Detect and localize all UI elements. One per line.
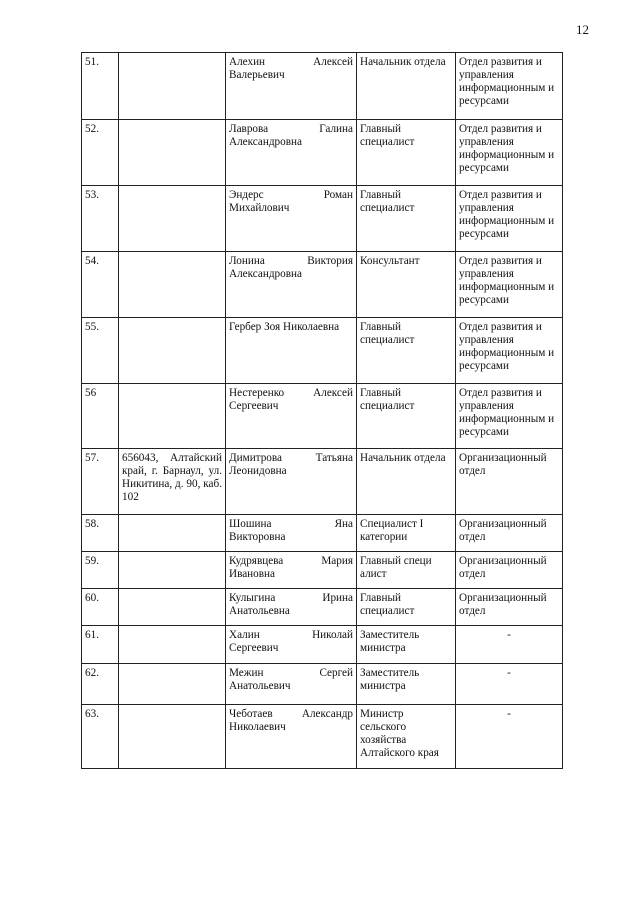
department-cell: Отдел развития и управления информационным и ресурсами [456, 186, 563, 252]
address-cell [119, 53, 226, 120]
table-row [82, 120, 563, 186]
name-cell [226, 384, 357, 449]
name-line2: Ивановна [229, 568, 275, 580]
name-cell [226, 318, 357, 384]
address-cell [119, 705, 226, 769]
name-line1: Эндерс Роман [229, 189, 353, 201]
name-line1: Кудрявцева Мария [229, 555, 353, 567]
department-cell: - [456, 705, 563, 769]
department-cell: Отдел развития и управления информационным и ресурсами [456, 252, 563, 318]
table-row [82, 552, 563, 589]
row-number: 52. [82, 120, 119, 186]
row-number: 62. [82, 664, 119, 705]
table-row [82, 186, 563, 252]
department-cell: Организационный отдел [456, 552, 563, 589]
address-cell [119, 120, 226, 186]
department-cell: Организационный отдел [456, 589, 563, 626]
table-row [82, 664, 563, 705]
row-number: 61. [82, 626, 119, 664]
address-cell: 656043, Алтайский край, г. Барнаул, ул. Никитина, д. 90, каб. 102 [119, 449, 226, 515]
staff-table [81, 52, 563, 769]
position-cell: Главный специалист [357, 186, 456, 252]
table-row [82, 384, 563, 449]
position-cell: Специалист I категории [357, 515, 456, 552]
name-line1: Гербер Зоя Николаевна [229, 321, 340, 333]
name-cell [226, 552, 357, 589]
department-cell: Отдел развития и управления информационным и ресурсами [456, 318, 563, 384]
name-line2: Александровна [229, 268, 302, 280]
name-line2: Анатольевич [229, 680, 291, 692]
name-cell [226, 186, 357, 252]
address-cell [119, 384, 226, 449]
name-line2: Сергеевич [229, 400, 279, 412]
department-cell: - [456, 626, 563, 664]
department-cell: Организационный отдел [456, 449, 563, 515]
name-line1: Лаврова Галина [229, 123, 353, 135]
row-number: 55. [82, 318, 119, 384]
name-cell [226, 626, 357, 664]
address-cell [119, 626, 226, 664]
name-line2: Викторовна [229, 531, 286, 543]
name-cell [226, 252, 357, 318]
position-cell: Начальник отдела [357, 53, 456, 120]
table-row [82, 515, 563, 552]
address-cell [119, 186, 226, 252]
name-line1: Лонина Виктория [229, 255, 353, 267]
row-number: 60. [82, 589, 119, 626]
position-cell: Начальник отдела [357, 449, 456, 515]
name-line1: Межин Сергей [229, 667, 353, 679]
address-cell [119, 318, 226, 384]
department-cell: Отдел развития и управления информационным и ресурсами [456, 53, 563, 120]
table-row [82, 589, 563, 626]
name-line2: Анатольевна [229, 605, 290, 617]
name-line1: Нестеренко Алексей [229, 387, 353, 399]
department-cell: Организационный отдел [456, 515, 563, 552]
name-line2: Леонидовна [229, 465, 287, 477]
row-number: 53. [82, 186, 119, 252]
row-number: 58. [82, 515, 119, 552]
name-cell [226, 515, 357, 552]
page-number: 12 [576, 22, 589, 37]
address-cell [119, 552, 226, 589]
row-number: 63. [82, 705, 119, 769]
name-cell [226, 664, 357, 705]
position-cell: Главный специалист [357, 384, 456, 449]
name-line1: Алехин Алексей [229, 56, 353, 68]
name-line1: Шошина Яна [229, 518, 353, 530]
name-line1: Чеботаев Александр [229, 708, 353, 720]
table-row [82, 626, 563, 664]
row-number: 54. [82, 252, 119, 318]
name-line2: Валерьевич [229, 69, 285, 81]
department-cell: Отдел развития и управления информационным и ресурсами [456, 384, 563, 449]
table-row [82, 449, 563, 515]
position-cell: Заместитель министра [357, 664, 456, 705]
address-cell [119, 589, 226, 626]
position-cell: Главный специалист [357, 589, 456, 626]
address-cell [119, 664, 226, 705]
name-line2: Александровна [229, 136, 302, 148]
address-cell [119, 252, 226, 318]
table-row [82, 318, 563, 384]
row-number: 59. [82, 552, 119, 589]
name-cell [226, 53, 357, 120]
position-cell: Консультант [357, 252, 456, 318]
position-cell: Министр сельского хозяйства Алтайского края [357, 705, 456, 769]
department-cell: - [456, 664, 563, 705]
name-line1: Димитрова Татьяна [229, 452, 353, 464]
name-line2: Сергеевич [229, 642, 279, 654]
name-line1: Халин Николай [229, 629, 353, 641]
position-cell: Главный специ алист [357, 552, 456, 589]
address-cell [119, 515, 226, 552]
row-number: 56 [82, 384, 119, 449]
position-cell: Главный специалист [357, 120, 456, 186]
row-number: 51. [82, 53, 119, 120]
table-row [82, 252, 563, 318]
row-number: 57. [82, 449, 119, 515]
position-cell: Главный специалист [357, 318, 456, 384]
name-line2: Михайлович [229, 202, 290, 214]
name-cell [226, 120, 357, 186]
name-cell [226, 449, 357, 515]
table-row [82, 53, 563, 120]
name-line1: Кулыгина Ирина [229, 592, 353, 604]
position-cell: Заместитель министра [357, 626, 456, 664]
name-cell [226, 589, 357, 626]
department-cell: Отдел развития и управления информационным и ресурсами [456, 120, 563, 186]
name-line2: Николаевич [229, 721, 286, 733]
table-row [82, 705, 563, 769]
name-cell [226, 705, 357, 769]
